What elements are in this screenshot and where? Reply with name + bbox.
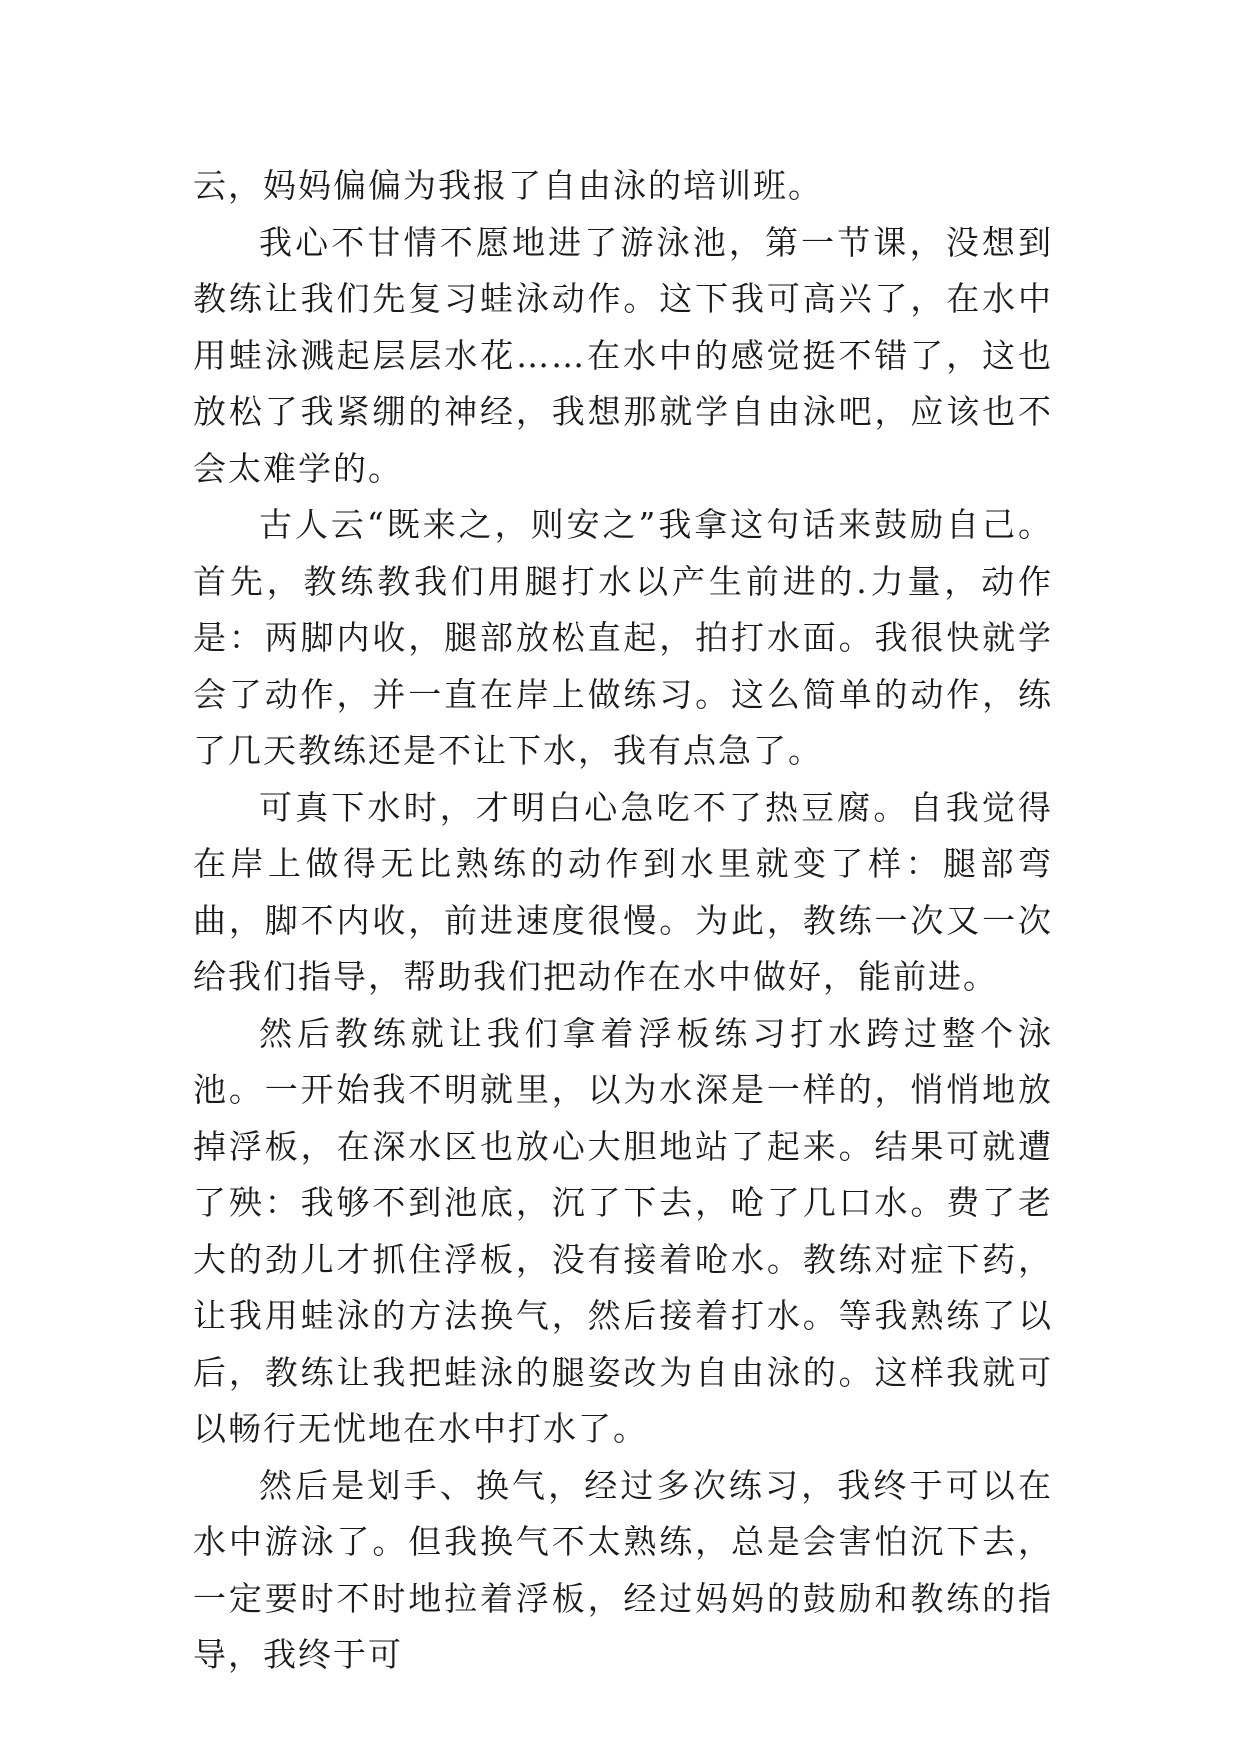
document-body [193, 158, 1053, 1684]
paragraph-3: 古人云“既来之，则安之”我拿这句话来鼓励自己。首先，教练教我们用腿打水以产生前进的.力量，动作是：两脚内收，腿部放松直起，拍打水面。我很快就学会了动作，并一直在岸上做练习。这么简单的动作，练了几天教练还是不让下水，我有点急了。 [193, 505, 1053, 770]
paragraph-6: 然后是划手、换气，经过多次练习，我终于可以在水中游泳了。但我换气不太熟练，总是会害怕沉下去，一定要时不时地拉着浮板，经过妈妈的鼓励和教练的指导，我终于可 [193, 1465, 1053, 1674]
paragraph-1: 云，妈妈偏偏为我报了自由泳的培训班。 [193, 166, 823, 205]
paragraph-5: 然后教练就让我们拿着浮板练习打水跨过整个泳池。一开始我不明就里，以为水深是一样的，悄悄地放掉浮板，在深水区也放心大胆地站了起来。结果可就遭了殃：我够不到池底，沉了下去，呛了几口水。费了老大的劲儿才抓住浮板，没有接着呛水。教练对症下药，让我用蛙泳的方法换气，然后接着打水。等我熟练了以后，教练让我把蛙泳的腿姿改为自由泳的。这样我就可以畅行无忧地在水中打水了。 [193, 1013, 1053, 1448]
paragraph-4: 可真下水时，才明白心急吃不了热豆腐。自我觉得在岸上做得无比熟练的动作到水里就变了样：腿部弯曲，脚不内收，前进速度很慢。为此，教练一次又一次给我们指导，帮助我们把动作在水中做好，能前进。 [193, 787, 1053, 996]
paragraph-2: 我心不甘情不愿地进了游泳池，第一节课，没想到教练让我们先复习蛙泳动作。这下我可高兴了，在水中用蛙泳溅起层层水花……在水中的感觉挺不错了，这也放松了我紧绷的神经，我想那就学自由泳吧，应该也不会太难学的。 [193, 222, 1053, 488]
